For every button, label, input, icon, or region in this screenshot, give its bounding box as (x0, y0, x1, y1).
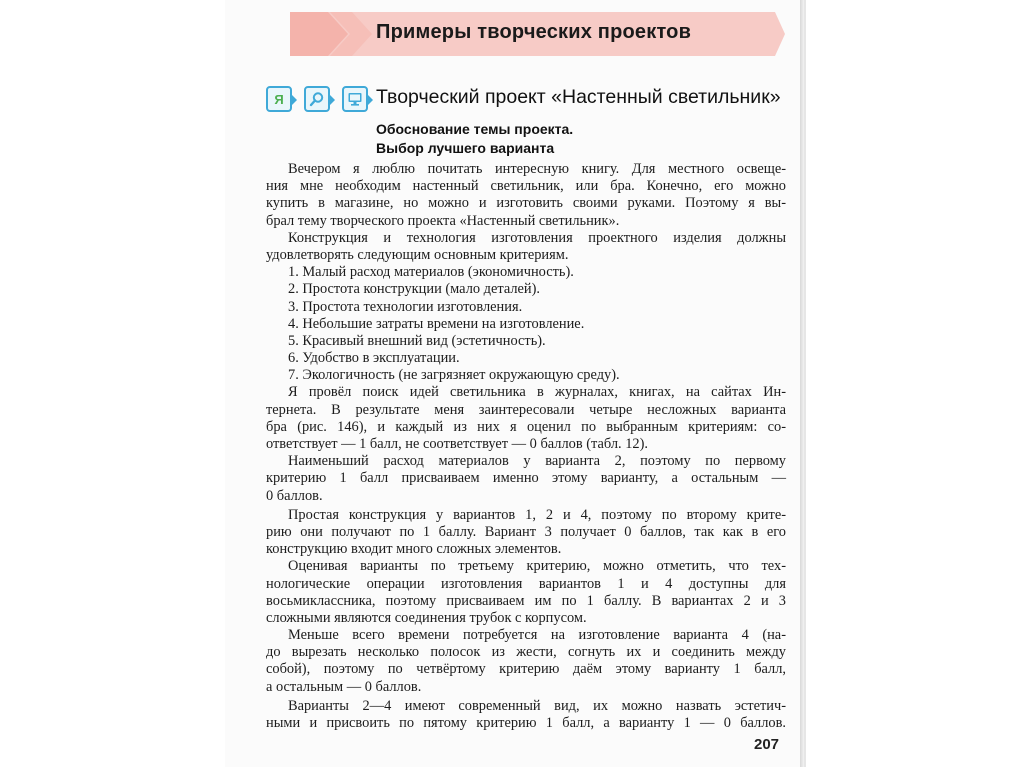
criterion-item: 2. Простота конструкции (мало деталей). (288, 281, 541, 298)
text-line: конструкцию входит много сложных элементов. (266, 541, 562, 558)
text-line: нологические операции изготовления вариантов 1 и 4 доступны для (266, 575, 786, 592)
text-line: 0 баллов. (266, 487, 323, 504)
body-text (266, 161, 786, 732)
text-line: Вечером я люблю почитать интересную книгу. Для местного освеще- (288, 161, 786, 177)
text-line: собой), поэтому по четвёртому критерию даём этому варианту 1 балл, (266, 661, 786, 678)
computer-monitor-icon (342, 86, 368, 112)
magnifier-icon (304, 86, 330, 112)
text-line: ответствует — 1 балл, не соответствует — 0 баллов (табл. 12). (266, 436, 649, 452)
criterion-item: 3. Простота технологии изготовления. (288, 298, 523, 315)
criterion-item: 1. Малый расход материалов (экономичность). (288, 264, 574, 281)
section-heading (376, 120, 573, 158)
text-line: Простая конструкция у вариантов 1, 2 и 4, поэтому по второму крите- (288, 506, 786, 523)
text-line: Конструкция и технология изготовления проектного изделия должны (288, 229, 786, 246)
chapter-title: Примеры творческих проектов (376, 21, 692, 43)
text-line: а остальным — 0 баллов. (266, 678, 422, 695)
text-line: Наименьший расход материалов у варианта 2, поэтому по первому (288, 453, 786, 470)
text-line: ными и присвоить по пятому критерию 1 балл, а варианту 1 — 0 баллов. (266, 715, 786, 731)
text-line: критерию 1 балл присваиваем именно этому варианту, а остальным — (266, 470, 786, 487)
text-line: тернета. В результате меня заинтересовали четыре несложных варианта (266, 401, 786, 418)
text-line: рию они получают по 1 баллу. Вариант 3 получает 0 баллов, так как в его (266, 523, 786, 540)
text-line: Оценивая варианты по третьему критерию, можно отметить, что тех- (288, 558, 786, 575)
text-line: купить в магазине, но можно и изготовить своими руками. Поэтому я вы- (266, 195, 786, 212)
text-line: Меньше всего времени потребуется на изготовление варианта 4 (на- (288, 627, 786, 644)
page-number: 207 (754, 736, 780, 753)
text-line: Я провёл поиск идей светильника в журналах, книгах, на сайтах Ин- (288, 384, 786, 401)
criterion-item: 5. Красивый внешний вид (эстетичность). (288, 332, 546, 349)
criterion-item: 7. Экологичность (не загрязняет окружающую среду). (288, 367, 620, 384)
text-line: до вырезать несколько полосок из жести, согнуть их и соединить между (266, 644, 786, 661)
text-line: удовлетворять следующим основным критериям. (266, 246, 569, 263)
project-title: Творческий проект «Настенный светильник» (376, 86, 781, 108)
letter-ya-glyph: Я (274, 92, 284, 107)
text-line: ния мне необходим настенный светильник, или бра. Конечно, его можно (266, 178, 786, 195)
text-line: Варианты 2—4 имеют современный вид, их можно назвать эстетич- (288, 697, 786, 714)
criterion-item: 4. Небольшие затраты времени на изготовление. (288, 315, 585, 332)
chapter-banner (290, 12, 785, 56)
section-heading-line-1: Обоснование темы проекта. (376, 121, 574, 137)
text-line: сложными являются соединения трубок с корпусом. (266, 609, 587, 626)
text-line: бра (рис. 146), и каждый из них я оценил по выбранным критериям: со- (266, 418, 786, 435)
criterion-item: 6. Удобство в эксплуатации. (288, 350, 460, 367)
text-line: брал тему творческого проекта «Настенный светильник». (266, 212, 620, 229)
section-heading-line-2: Выбор лучшего варианта (376, 140, 555, 156)
page-edge-line (804, 0, 806, 767)
letter-ya-icon (266, 86, 292, 112)
text-line: восьмиклассника, поэтому присваиваем им по 1 баллу. В вариантах 2 и 3 (266, 592, 786, 609)
